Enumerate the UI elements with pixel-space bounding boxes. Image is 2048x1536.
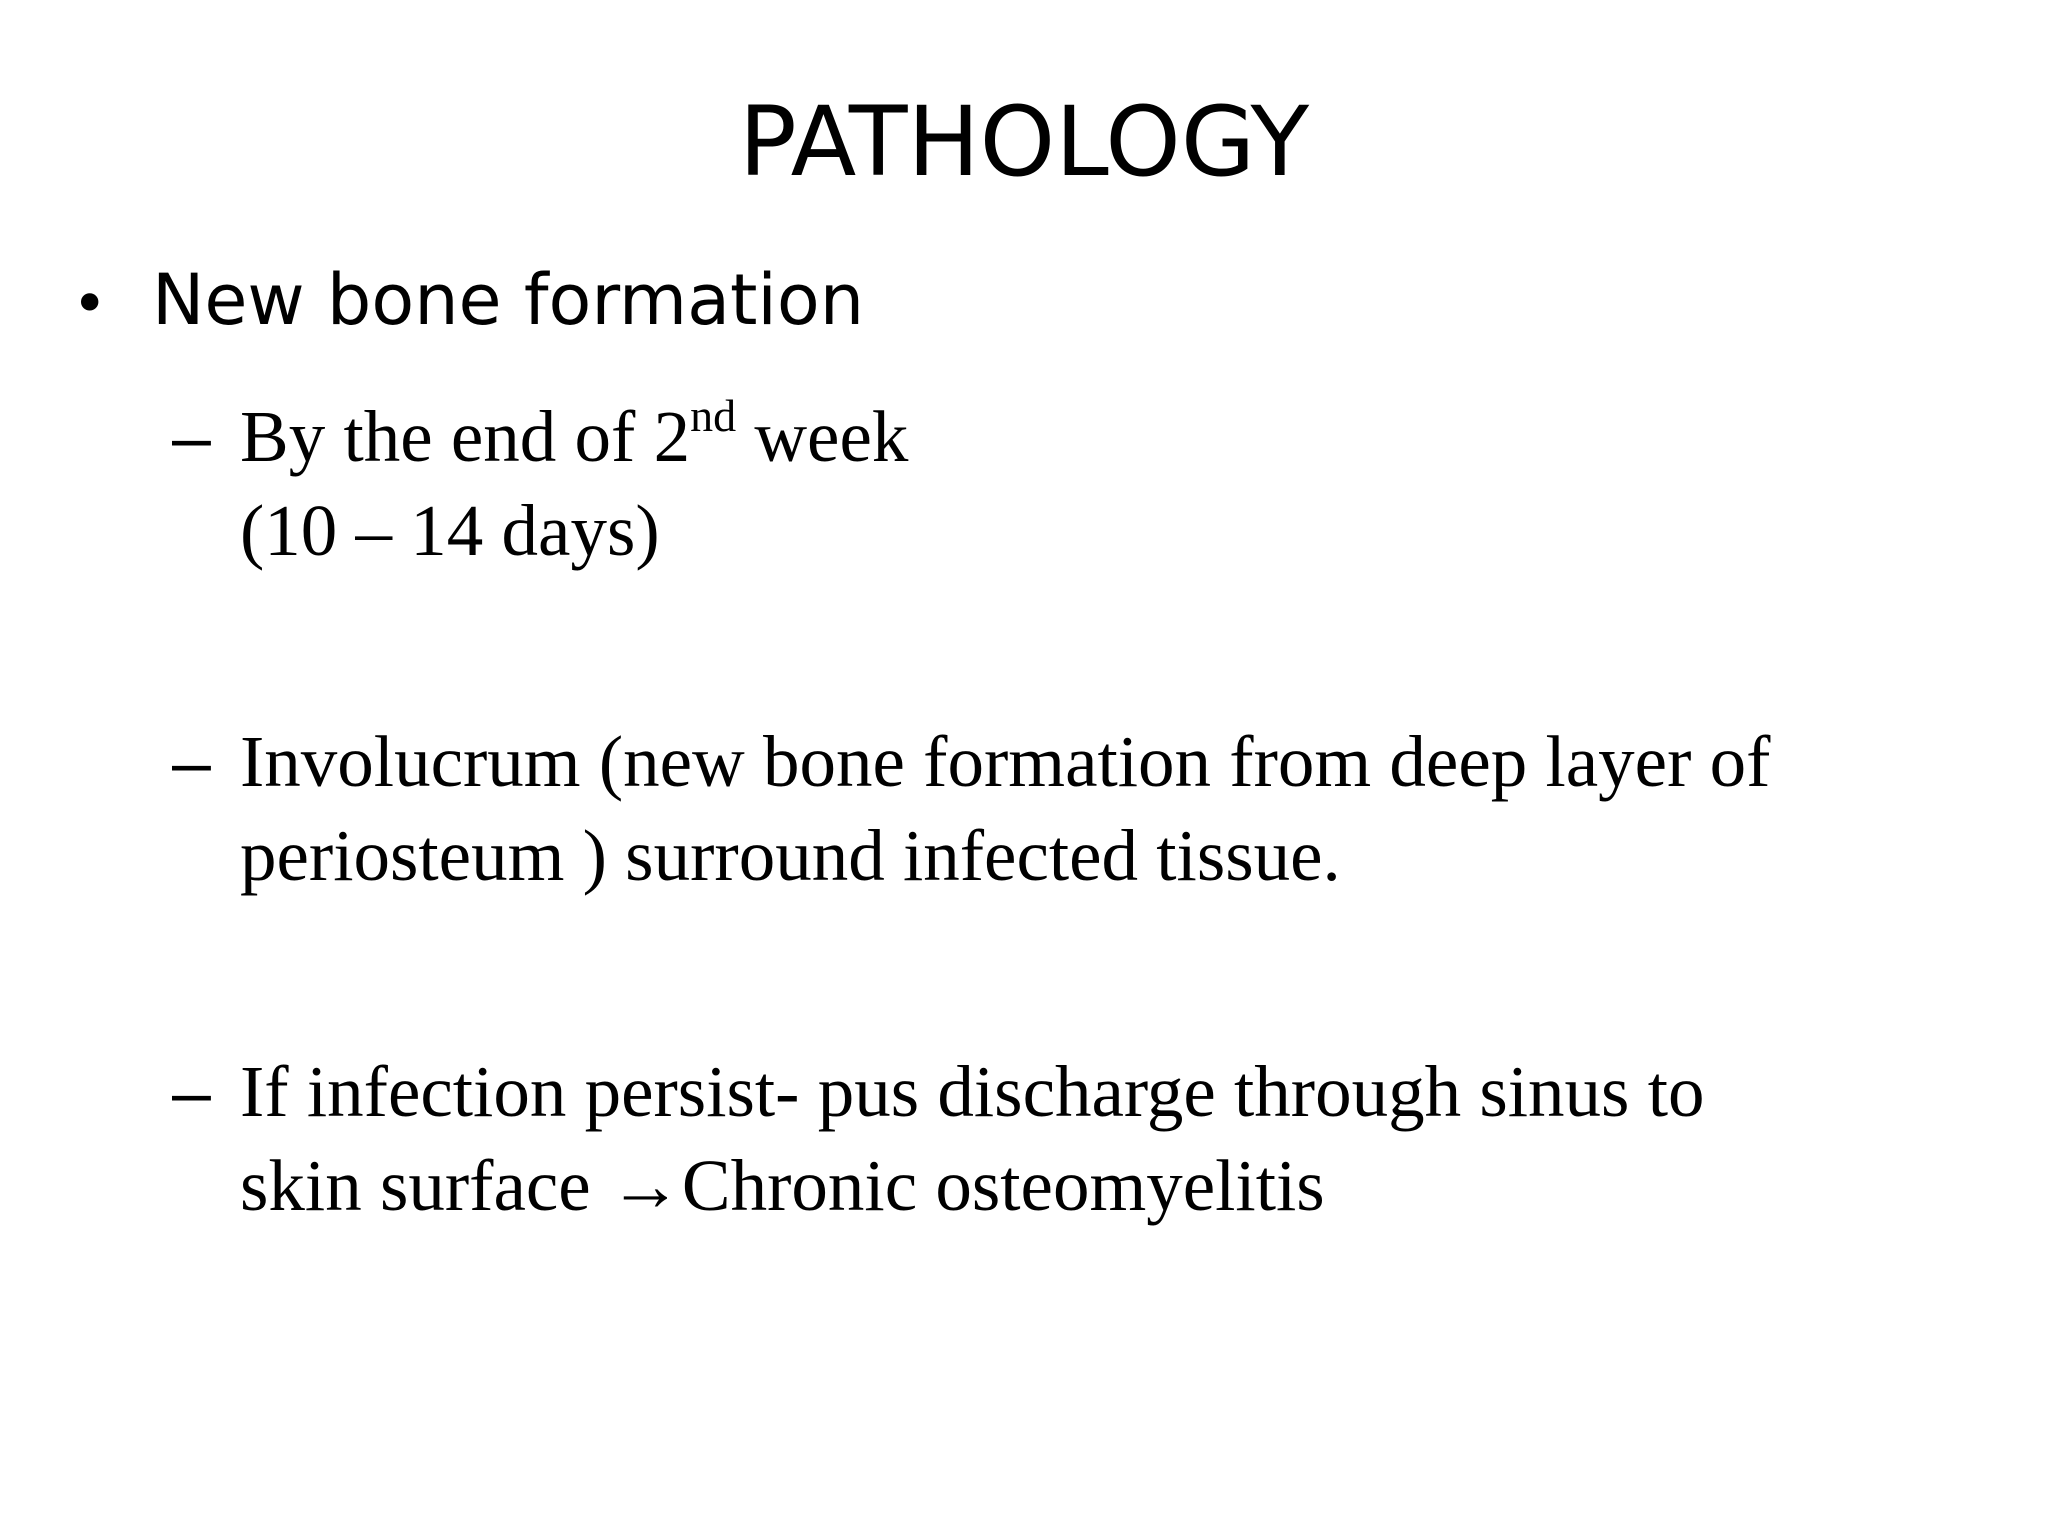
subitem-line: (10 – 14 days): [240, 490, 660, 571]
subitem-line-part: Chronic osteomyelitis: [681, 1145, 1325, 1226]
right-arrow-icon: →: [608, 1145, 682, 1226]
subitem-dash: –: [172, 398, 211, 476]
subitem-text: [240, 1045, 1992, 1233]
subitem-line-part: By the end of 2: [240, 396, 691, 477]
subitem-text: [240, 390, 1992, 578]
subitem-line: If infection persist- pus discharge through sinus to: [240, 1051, 1705, 1132]
subitem-line: periosteum ) surround infected tissue.: [240, 815, 1341, 896]
subitem-line: [240, 390, 909, 477]
subitem-line-part: week: [736, 396, 909, 477]
slide-title: PATHOLOGY: [738, 86, 1310, 198]
bullet-text: New bone formation: [152, 259, 865, 341]
bullet-new-bone-formation: [72, 255, 864, 349]
bullet-dot: •: [72, 269, 108, 339]
subitem-involucrum: [172, 715, 1992, 903]
subitem-dash: –: [172, 723, 211, 801]
subitem-persistent-infection: [172, 1045, 1992, 1233]
ordinal-suffix: nd: [690, 390, 737, 441]
subitem-text: [240, 715, 1992, 903]
subitem-line: Involucrum (new bone formation from deep layer of: [240, 721, 1771, 802]
subitem-dash: –: [172, 1053, 211, 1131]
subitem-line-part: skin surface: [240, 1145, 609, 1226]
subitem-timing: [172, 390, 1992, 578]
subitem-line: [240, 1145, 1325, 1226]
